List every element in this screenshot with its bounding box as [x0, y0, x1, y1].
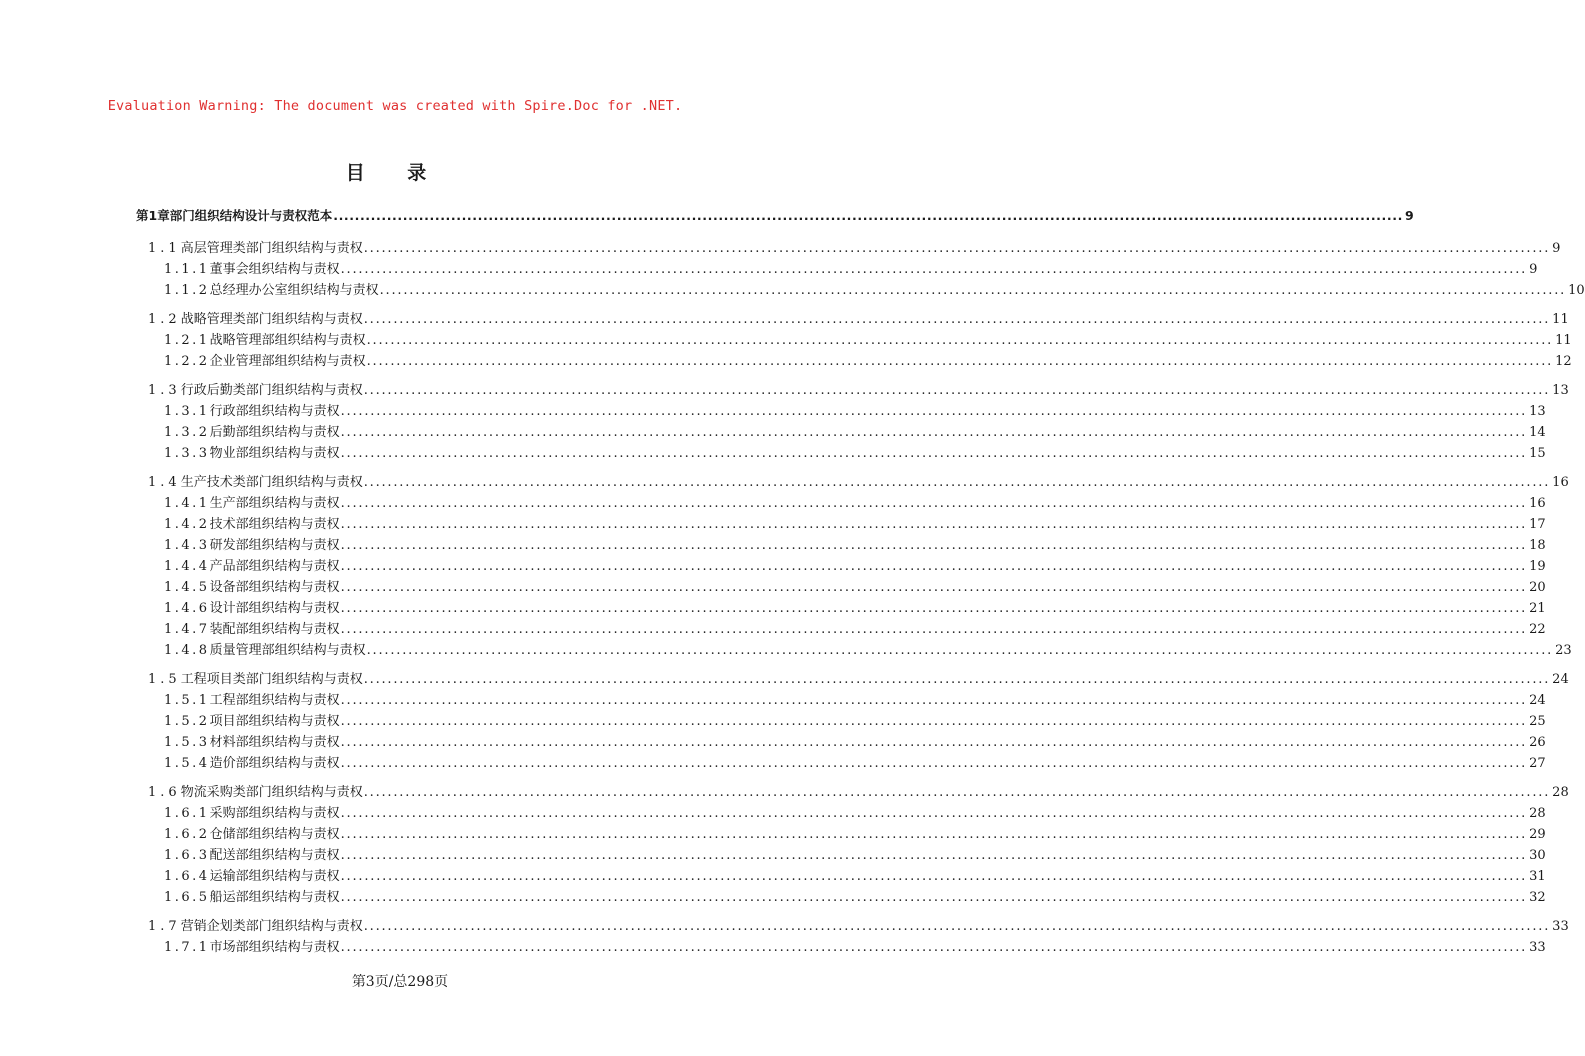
toc-entry-page: 12: [1555, 354, 1572, 369]
toc-entry-title: 部门组织结构设计与责权范本: [169, 208, 333, 223]
toc-entry-title: 总经理办公室组织结构与责权: [209, 283, 379, 298]
toc-entry-page: 9: [1404, 208, 1414, 223]
toc-leader-dots: ........................................................................................................................................................................................................: [340, 756, 1528, 771]
toc-entry-page: 23: [1555, 643, 1572, 658]
toc-leader-dots: ........................................................................................................................................................................................................: [366, 354, 1554, 369]
toc-leader-dots: ........................................................................................................................................................................................................: [340, 848, 1528, 863]
toc-entry-page: 15: [1529, 446, 1546, 461]
toc-entry-title: 战略管理部组织结构与责权: [209, 333, 366, 348]
toc-leader-dots: ........................................................................................................................................................................................................: [340, 262, 1528, 277]
toc-entry[interactable]: [164, 639, 1572, 659]
toc-entry[interactable]: [148, 781, 1569, 801]
toc-entry-page: 24: [1552, 672, 1569, 687]
toc-leader-dots: ........................................................................................................................................................................................................: [340, 601, 1528, 616]
toc-entry-page: 13: [1529, 404, 1546, 419]
toc-leader-dots: ........................................................................................................................................................................................................: [363, 383, 1551, 398]
toc-entry-title: 生产技术类部门组织结构与责权: [180, 475, 363, 490]
toc-entry-title: 董事会组织结构与责权: [209, 262, 340, 277]
toc-title: 目 录: [345, 162, 445, 184]
toc-entry-title: 物业部组织结构与责权: [209, 446, 340, 461]
toc-entry[interactable]: [164, 802, 1546, 822]
toc-entry-number: 1.4.3: [164, 538, 210, 553]
toc-entry-page: 19: [1529, 559, 1546, 574]
toc-entry-title: 船运部组织结构与责权: [209, 890, 340, 905]
toc-entry-number: 1.1.2: [164, 283, 210, 298]
toc-entry-title: 企业管理部组织结构与责权: [209, 354, 366, 369]
toc-entry-title: 采购部组织结构与责权: [209, 806, 340, 821]
toc-entry-title: 工程项目类部门组织结构与责权: [180, 672, 363, 687]
toc-leader-dots: ........................................................................................................................................................................................................: [333, 208, 1403, 223]
toc-entry[interactable]: [136, 206, 1414, 226]
toc-entry-page: 20: [1529, 580, 1546, 595]
toc-entry-page: 9: [1529, 262, 1538, 277]
toc-entry[interactable]: [164, 400, 1546, 420]
toc-entry-page: 17: [1529, 517, 1546, 532]
toc-entry-title: 行政部组织结构与责权: [209, 404, 340, 419]
toc-entry-title: 研发部组织结构与责权: [209, 538, 340, 553]
toc-leader-dots: ........................................................................................................................................................................................................: [340, 538, 1528, 553]
toc-entry[interactable]: [164, 492, 1546, 512]
toc-entry-page: 13: [1552, 383, 1569, 398]
toc-entry-number: 1.6.5: [164, 890, 210, 905]
toc-entry-page: 27: [1529, 756, 1546, 771]
toc-entry-title: 行政后勤类部门组织结构与责权: [180, 383, 363, 398]
toc-entry[interactable]: [164, 442, 1546, 462]
toc-leader-dots: ........................................................................................................................................................................................................: [340, 827, 1528, 842]
toc-entry[interactable]: [164, 555, 1546, 575]
toc-entry-title: 装配部组织结构与责权: [209, 622, 340, 637]
toc-entry[interactable]: [164, 865, 1546, 885]
toc-entry[interactable]: [164, 258, 1538, 278]
toc-entry-page: 10: [1568, 283, 1585, 298]
toc-leader-dots: ........................................................................................................................................................................................................: [363, 672, 1551, 687]
toc-entry-page: 9: [1552, 241, 1561, 256]
toc-leader-dots: ........................................................................................................................................................................................................: [363, 475, 1551, 490]
toc-entry-number: 1.4: [148, 475, 181, 490]
toc-entry[interactable]: [164, 689, 1546, 709]
toc-entry[interactable]: [164, 710, 1546, 730]
toc-entry-number: 1.6: [148, 785, 181, 800]
toc-entry-page: 33: [1529, 940, 1546, 955]
toc-leader-dots: ........................................................................................................................................................................................................: [340, 622, 1528, 637]
toc-entry-number: 1.4.2: [164, 517, 210, 532]
page-footer: 第3页/总298页: [351, 974, 449, 990]
toc-entry[interactable]: [164, 597, 1546, 617]
toc-leader-dots: ........................................................................................................................................................................................................: [379, 283, 1567, 298]
toc-entry-page: 16: [1552, 475, 1569, 490]
toc-entry-number: 1.6.2: [164, 827, 210, 842]
toc-entry-number: 1.4.5: [164, 580, 210, 595]
toc-entry-page: 14: [1529, 425, 1546, 440]
toc-leader-dots: ........................................................................................................................................................................................................: [340, 446, 1528, 461]
toc-entry-number: 1.6.4: [164, 869, 210, 884]
toc-entry-title: 生产部组织结构与责权: [209, 496, 340, 511]
toc-entry-page: 31: [1529, 869, 1546, 884]
toc-entry-number: 1.3: [148, 383, 181, 398]
toc-entry-page: 22: [1529, 622, 1546, 637]
toc-entry[interactable]: [164, 513, 1546, 533]
toc-entry-number: 1.3.3: [164, 446, 210, 461]
toc-leader-dots: ........................................................................................................................................................................................................: [340, 806, 1528, 821]
toc-entry-title: 技术部组织结构与责权: [209, 517, 340, 532]
toc-entry-title: 高层管理类部门组织结构与责权: [180, 241, 363, 256]
toc-entry-number: 1.5.1: [164, 693, 210, 708]
toc-entry-title: 工程部组织结构与责权: [209, 693, 340, 708]
toc-entry-number: 1.4.4: [164, 559, 210, 574]
toc-leader-dots: ........................................................................................................................................................................................................: [340, 869, 1528, 884]
toc-entry-title: 设计部组织结构与责权: [209, 601, 340, 616]
toc-entry-page: 29: [1529, 827, 1546, 842]
toc-entry[interactable]: [164, 329, 1572, 349]
toc-entry[interactable]: [164, 618, 1546, 638]
toc-leader-dots: ........................................................................................................................................................................................................: [340, 425, 1528, 440]
toc-entry-number: 1.4.1: [164, 496, 210, 511]
toc-leader-dots: ........................................................................................................................................................................................................: [340, 404, 1528, 419]
toc-leader-dots: ........................................................................................................................................................................................................: [340, 559, 1528, 574]
toc-entry[interactable]: [148, 915, 1569, 935]
toc-entry-title: 物流采购类部门组织结构与责权: [180, 785, 363, 800]
toc-entry-title: 造价部组织结构与责权: [209, 756, 340, 771]
toc-entry-title: 产品部组织结构与责权: [209, 559, 340, 574]
toc-entry-title: 运输部组织结构与责权: [209, 869, 340, 884]
toc-leader-dots: ........................................................................................................................................................................................................: [340, 496, 1528, 511]
toc-entry-page: 28: [1529, 806, 1546, 821]
toc-leader-dots: ........................................................................................................................................................................................................: [363, 312, 1551, 327]
toc-entry-number: 1.7.1: [164, 940, 210, 955]
toc-leader-dots: ........................................................................................................................................................................................................: [340, 693, 1528, 708]
toc-entry-page: 28: [1552, 785, 1569, 800]
toc-entry-page: 21: [1529, 601, 1546, 616]
toc-leader-dots: ........................................................................................................................................................................................................: [340, 890, 1528, 905]
toc-entry-number: 1.5.4: [164, 756, 210, 771]
toc-entry-title: 仓储部组织结构与责权: [209, 827, 340, 842]
toc-leader-dots: ........................................................................................................................................................................................................: [366, 643, 1554, 658]
toc-entry-number: 1.1: [148, 241, 181, 256]
toc-entry-number: 1.7: [148, 919, 181, 934]
toc-entry[interactable]: [164, 731, 1546, 751]
toc-entry-number: 1.4.6: [164, 601, 210, 616]
toc-entry[interactable]: [164, 576, 1546, 596]
toc-entry-number: 1.1.1: [164, 262, 210, 277]
toc-leader-dots: ........................................................................................................................................................................................................: [340, 940, 1528, 955]
toc-entry-number: 1.5: [148, 672, 181, 687]
toc-entry-number: 1.5.2: [164, 714, 210, 729]
toc-entry-number: 1.6.1: [164, 806, 210, 821]
evaluation-warning: Evaluation Warning: The document was created with Spire.Doc for .NET.: [107, 98, 683, 114]
toc-entry-page: 11: [1555, 333, 1572, 348]
toc-entry-page: 24: [1529, 693, 1546, 708]
toc-entry-title: 材料部组织结构与责权: [209, 735, 340, 750]
toc-entry[interactable]: [148, 237, 1561, 257]
toc-entry-title: 质量管理部组织结构与责权: [209, 643, 366, 658]
toc-entry[interactable]: [148, 471, 1569, 491]
toc-leader-dots: ........................................................................................................................................................................................................: [366, 333, 1554, 348]
toc-entry-title: 后勤部组织结构与责权: [209, 425, 340, 440]
toc-entry[interactable]: [164, 886, 1546, 906]
toc-entry-number: 1.4.8: [164, 643, 210, 658]
toc-entry-title: 项目部组织结构与责权: [209, 714, 340, 729]
toc-entry-number: 1.3.1: [164, 404, 210, 419]
toc-leader-dots: ........................................................................................................................................................................................................: [340, 735, 1528, 750]
toc-entry-number: 第1章: [136, 208, 170, 223]
toc-entry-number: 1.2.2: [164, 354, 210, 369]
toc-entry[interactable]: [164, 421, 1546, 441]
toc-leader-dots: ........................................................................................................................................................................................................: [340, 580, 1528, 595]
toc-entry[interactable]: [164, 844, 1546, 864]
toc-entry[interactable]: [164, 350, 1572, 370]
toc-entry-page: 32: [1529, 890, 1546, 905]
toc-entry[interactable]: [148, 379, 1569, 399]
toc-entry[interactable]: [164, 279, 1585, 299]
toc-leader-dots: ........................................................................................................................................................................................................: [340, 714, 1528, 729]
toc-entry-number: 1.2.1: [164, 333, 210, 348]
toc-entry-page: 26: [1529, 735, 1546, 750]
toc-entry-number: 1.4.7: [164, 622, 210, 637]
toc-entry-title: 配送部组织结构与责权: [209, 848, 340, 863]
toc-entry-number: 1.3.2: [164, 425, 210, 440]
toc-entry[interactable]: [148, 668, 1569, 688]
toc-entry-number: 1.5.3: [164, 735, 210, 750]
toc-entry-title: 战略管理类部门组织结构与责权: [180, 312, 363, 327]
toc-entry-title: 营销企划类部门组织结构与责权: [180, 919, 363, 934]
toc-entry-page: 25: [1529, 714, 1546, 729]
toc-entry[interactable]: [164, 534, 1546, 554]
toc-entry-number: 1.6.3: [164, 848, 210, 863]
toc-leader-dots: ........................................................................................................................................................................................................: [340, 517, 1528, 532]
toc-leader-dots: ........................................................................................................................................................................................................: [363, 919, 1551, 934]
toc-entry-page: 18: [1529, 538, 1546, 553]
toc-entry-title: 市场部组织结构与责权: [209, 940, 340, 955]
toc-entry-page: 33: [1552, 919, 1569, 934]
toc-entry-page: 16: [1529, 496, 1546, 511]
toc-entry-page: 30: [1529, 848, 1546, 863]
toc-entry[interactable]: [164, 752, 1546, 772]
toc-entry[interactable]: [164, 823, 1546, 843]
toc-leader-dots: ........................................................................................................................................................................................................: [363, 785, 1551, 800]
toc-entry[interactable]: [148, 308, 1569, 328]
toc-entry-number: 1.2: [148, 312, 181, 327]
toc-entry[interactable]: [164, 936, 1546, 956]
toc-entry-title: 设备部组织结构与责权: [209, 580, 340, 595]
toc-leader-dots: ........................................................................................................................................................................................................: [363, 241, 1551, 256]
toc-entry-page: 11: [1552, 312, 1569, 327]
